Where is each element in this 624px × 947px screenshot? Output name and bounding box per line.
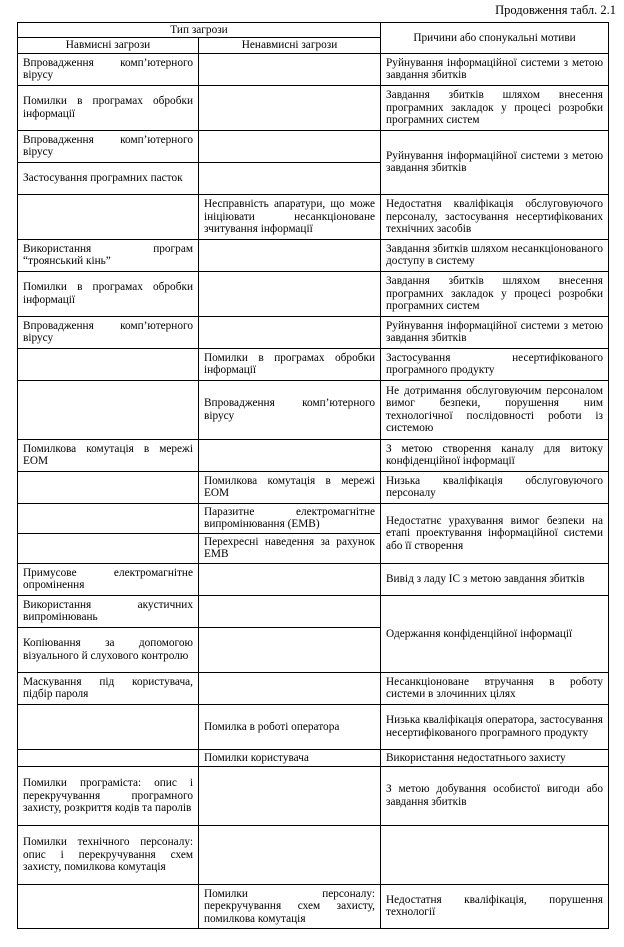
unintentional-cell: Помилкова комутація в мережі ЕОМ bbox=[199, 471, 381, 503]
reason-cell: З метою добування особистої вигоди або завдання збитків bbox=[381, 766, 609, 825]
intentional-cell: Помилки в програмах обробки інформації bbox=[18, 271, 199, 316]
intentional-cell bbox=[18, 194, 199, 239]
intentional-cell bbox=[18, 533, 199, 563]
table-row bbox=[18, 380, 609, 439]
reason-cell: Використання недостатнього захисту bbox=[381, 749, 609, 766]
unintentional-cell bbox=[199, 595, 381, 627]
unintentional-cell bbox=[199, 130, 381, 162]
table-row bbox=[18, 825, 609, 884]
unintentional-cell bbox=[199, 239, 381, 271]
reason-cell: Руйнування інформаційної системи з метою завдання збитків bbox=[381, 53, 609, 85]
table-row bbox=[18, 53, 609, 85]
table-row bbox=[18, 704, 609, 749]
reason-cell: Недостатнє урахування вимог безпеки на етапі проектування інформаційної системи або її створення bbox=[381, 503, 609, 563]
intentional-cell bbox=[18, 380, 199, 439]
unintentional-cell bbox=[199, 627, 381, 672]
unintentional-cell: Паразитне електромагнітне випромінювання (ЕМВ) bbox=[199, 503, 381, 533]
unintentional-cell bbox=[199, 439, 381, 471]
table-row bbox=[18, 672, 609, 704]
reason-cell: Вивід з ладу ІС з метою завдання збитків bbox=[381, 563, 609, 595]
intentional-cell bbox=[18, 348, 199, 380]
table-row bbox=[18, 130, 609, 162]
intentional-cell: Примусове електромагнітне опромінення bbox=[18, 563, 199, 595]
intentional-cell bbox=[18, 503, 199, 533]
intentional-cell: Помилкова комутація в мережі ЕОМ bbox=[18, 439, 199, 471]
unintentional-cell: Помилки персоналу: перекручування схем захисту, помилкова комутація bbox=[199, 884, 381, 928]
header-unintentional: Ненавмисні загрози bbox=[199, 38, 381, 53]
intentional-cell: Помилки програміста: опис і перекручування програмного захисту, розкриття кодів та паролів bbox=[18, 766, 199, 825]
header-intentional: Навмисні загрози bbox=[18, 38, 199, 53]
intentional-cell: Застосування програмних пасток bbox=[18, 162, 199, 194]
table-row bbox=[18, 271, 609, 316]
threats-table bbox=[17, 22, 609, 929]
reason-cell: Одержання конфіденційної інформації bbox=[381, 595, 609, 672]
table-row bbox=[18, 439, 609, 471]
reason-cell bbox=[381, 825, 609, 884]
reason-cell: Завдання збитків шляхом внесення програмних закладок у процесі розробки програмних систем bbox=[381, 85, 609, 130]
intentional-cell bbox=[18, 471, 199, 503]
unintentional-cell bbox=[199, 85, 381, 130]
table-caption: Продовження табл. 2.1 bbox=[495, 3, 616, 17]
unintentional-cell bbox=[199, 672, 381, 704]
unintentional-cell bbox=[199, 162, 381, 194]
reason-cell: Завдання збитків шляхом внесення програмних закладок у процесі розробки програмних систем bbox=[381, 271, 609, 316]
table-row bbox=[18, 471, 609, 503]
header-threat-type: Тип загрози bbox=[18, 23, 381, 38]
table-row bbox=[18, 239, 609, 271]
reason-cell: Завдання збитків шляхом несанкціонованого доступу в систему bbox=[381, 239, 609, 271]
table-row bbox=[18, 595, 609, 627]
intentional-cell: Впровадження комп’ютерного вірусу bbox=[18, 316, 199, 348]
header-reasons: Причини або спонукальні мотиви bbox=[381, 23, 609, 54]
intentional-cell: Маскування під користувача, підбір пароля bbox=[18, 672, 199, 704]
intentional-cell: Впровадження комп’ютерного вірусу bbox=[18, 53, 199, 85]
reason-cell: Руйнування інформаційної системи з метою завдання збитків bbox=[381, 130, 609, 194]
reason-cell: Недостатня кваліфікація, порушення технології bbox=[381, 884, 609, 928]
intentional-cell bbox=[18, 884, 199, 928]
unintentional-cell: Помилка в роботі оператора bbox=[199, 704, 381, 749]
table-row bbox=[18, 85, 609, 130]
reason-cell: Не дотримання обслуговуючим персоналом вимог безпеки, порушення ним технологічної послідовності роботи із системою bbox=[381, 380, 609, 439]
reason-cell: Несанкціоноване втручання в роботу системи в злочинних цілях bbox=[381, 672, 609, 704]
unintentional-cell bbox=[199, 271, 381, 316]
unintentional-cell bbox=[199, 316, 381, 348]
table-row bbox=[18, 884, 609, 928]
reason-cell: Руйнування інформаційної системи з метою завдання збитків bbox=[381, 316, 609, 348]
table-row bbox=[18, 766, 609, 825]
intentional-cell: Копіювання за допомогою візуального й слухового контролю bbox=[18, 627, 199, 672]
intentional-cell: Помилки технічного персоналу: опис і перекручування схем захисту, помилкова комутація bbox=[18, 825, 199, 884]
reason-cell: Низька кваліфікація обслуговуючого персоналу bbox=[381, 471, 609, 503]
unintentional-cell: Помилки користувача bbox=[199, 749, 381, 766]
table-row bbox=[18, 503, 609, 533]
intentional-cell: Впровадження комп’ютерного вірусу bbox=[18, 130, 199, 162]
reason-cell: Недостатня кваліфікація обслуговуючого персоналу, застосування несертифікованих технічних засобів bbox=[381, 194, 609, 239]
reason-cell: Низька кваліфікація оператора, застосування несертифікованого програмного продукту bbox=[381, 704, 609, 749]
unintentional-cell bbox=[199, 563, 381, 595]
table-row bbox=[18, 194, 609, 239]
intentional-cell bbox=[18, 704, 199, 749]
unintentional-cell: Помилки в програмах обробки інформації bbox=[199, 348, 381, 380]
reason-cell: Застосування несертифікованого програмного продукту bbox=[381, 348, 609, 380]
unintentional-cell: Перехресні наведення за рахунок ЕМВ bbox=[199, 533, 381, 563]
table-row bbox=[18, 316, 609, 348]
unintentional-cell: Несправність апаратури, що може ініціювати несанкціоноване зчитування інформації bbox=[199, 194, 381, 239]
intentional-cell: Використання програм “троянський кінь” bbox=[18, 239, 199, 271]
table-row bbox=[18, 563, 609, 595]
unintentional-cell bbox=[199, 825, 381, 884]
unintentional-cell bbox=[199, 766, 381, 825]
intentional-cell: Помилки в програмах обробки інформації bbox=[18, 85, 199, 130]
unintentional-cell bbox=[199, 53, 381, 85]
reason-cell: З метою створення каналу для витоку конфіденційної інформації bbox=[381, 439, 609, 471]
intentional-cell: Використання акустичних випромінювань bbox=[18, 595, 199, 627]
table-row bbox=[18, 749, 609, 766]
unintentional-cell: Впровадження комп’ютерного вірусу bbox=[199, 380, 381, 439]
table-row bbox=[18, 348, 609, 380]
intentional-cell bbox=[18, 749, 199, 766]
